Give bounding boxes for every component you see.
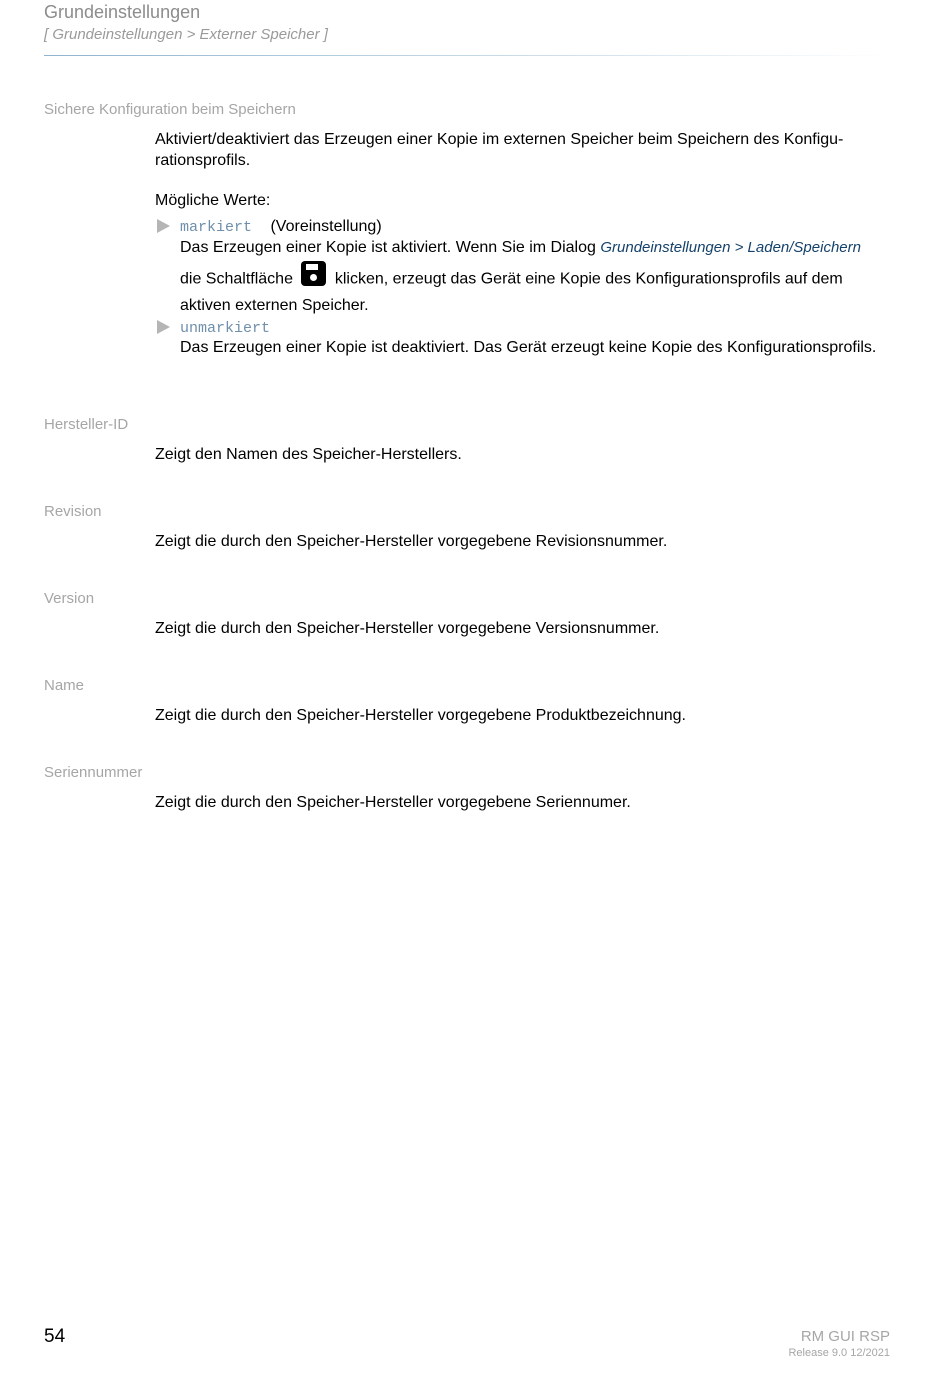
release-info: Release 9.0 12/2021	[788, 1347, 890, 1359]
section-label-manufacturer-id: Hersteller-ID	[44, 416, 129, 433]
document-name: RM GUI RSP	[800, 1328, 890, 1345]
breadcrumb: [ Grundeinstellungen > Externer Speicher ]	[44, 26, 328, 43]
value-markiert-text-line1	[180, 237, 895, 258]
possible-values-label: Mögliche Werte:	[155, 192, 271, 209]
section-label-serial-number: Seriennummer	[44, 764, 143, 781]
version-description: Zeigt die durch den Speicher-Hersteller vorgegebene Versionsnummer.	[155, 620, 660, 637]
page-number: 54	[44, 1326, 66, 1347]
value-markiert-text-part1: Das Erzeugen einer Kopie ist aktiviert. Wenn Sie im Dialog	[180, 239, 596, 256]
value-unmarkiert-row	[180, 317, 895, 339]
bullet-arrow-icon	[157, 320, 170, 334]
manufacturer-id-description: Zeigt den Namen des Speicher-Herstellers.	[155, 446, 462, 463]
header-divider	[44, 55, 890, 56]
section-label-version: Version	[44, 590, 95, 607]
page-header-title: Grundeinstellungen	[44, 2, 201, 22]
bullet-arrow-icon	[157, 219, 170, 233]
section-label-secure-config: Sichere Konfiguration beim Speichern	[44, 101, 296, 118]
default-note: (Voreinstellung)	[270, 218, 382, 235]
dialog-link[interactable]: Grundeinstellungen > Laden/Speichern	[600, 239, 861, 256]
value-unmarkiert-text: Das Erzeugen einer Kopie ist deaktiviert. Das Gerät erzeugt keine Kopie des Konfigurationsprofils.	[180, 339, 877, 356]
serial-number-description: Zeigt die durch den Speicher-Hersteller vorgegebene Seriennumer.	[155, 794, 631, 811]
value-markiert-text-part3: klicken, erzeugt das Gerät eine Kopie des Konfigurationsprofils auf dem aktiven externen Speicher.	[180, 270, 843, 314]
save-icon	[301, 261, 326, 294]
revision-description: Zeigt die durch den Speicher-Hersteller vorgegebene Revisionsnummer.	[155, 533, 668, 550]
value-unmarkiert: unmarkiert	[180, 320, 271, 337]
value-markiert-row	[180, 216, 895, 238]
section-label-revision: Revision	[44, 503, 102, 520]
value-markiert-text-line2	[180, 265, 895, 318]
value-markiert: markiert	[180, 219, 253, 236]
secure-config-description: Aktiviert/deaktiviert das Erzeugen einer Kopie im externen Speicher beim Speichern des Konfigurationsprofils.	[155, 131, 844, 169]
name-description: Zeigt die durch den Speicher-Hersteller vorgegebene Produktbezeichnung.	[155, 707, 686, 724]
value-markiert-text-part2: die Schaltfläche	[180, 270, 293, 288]
section-label-name: Name	[44, 677, 85, 694]
